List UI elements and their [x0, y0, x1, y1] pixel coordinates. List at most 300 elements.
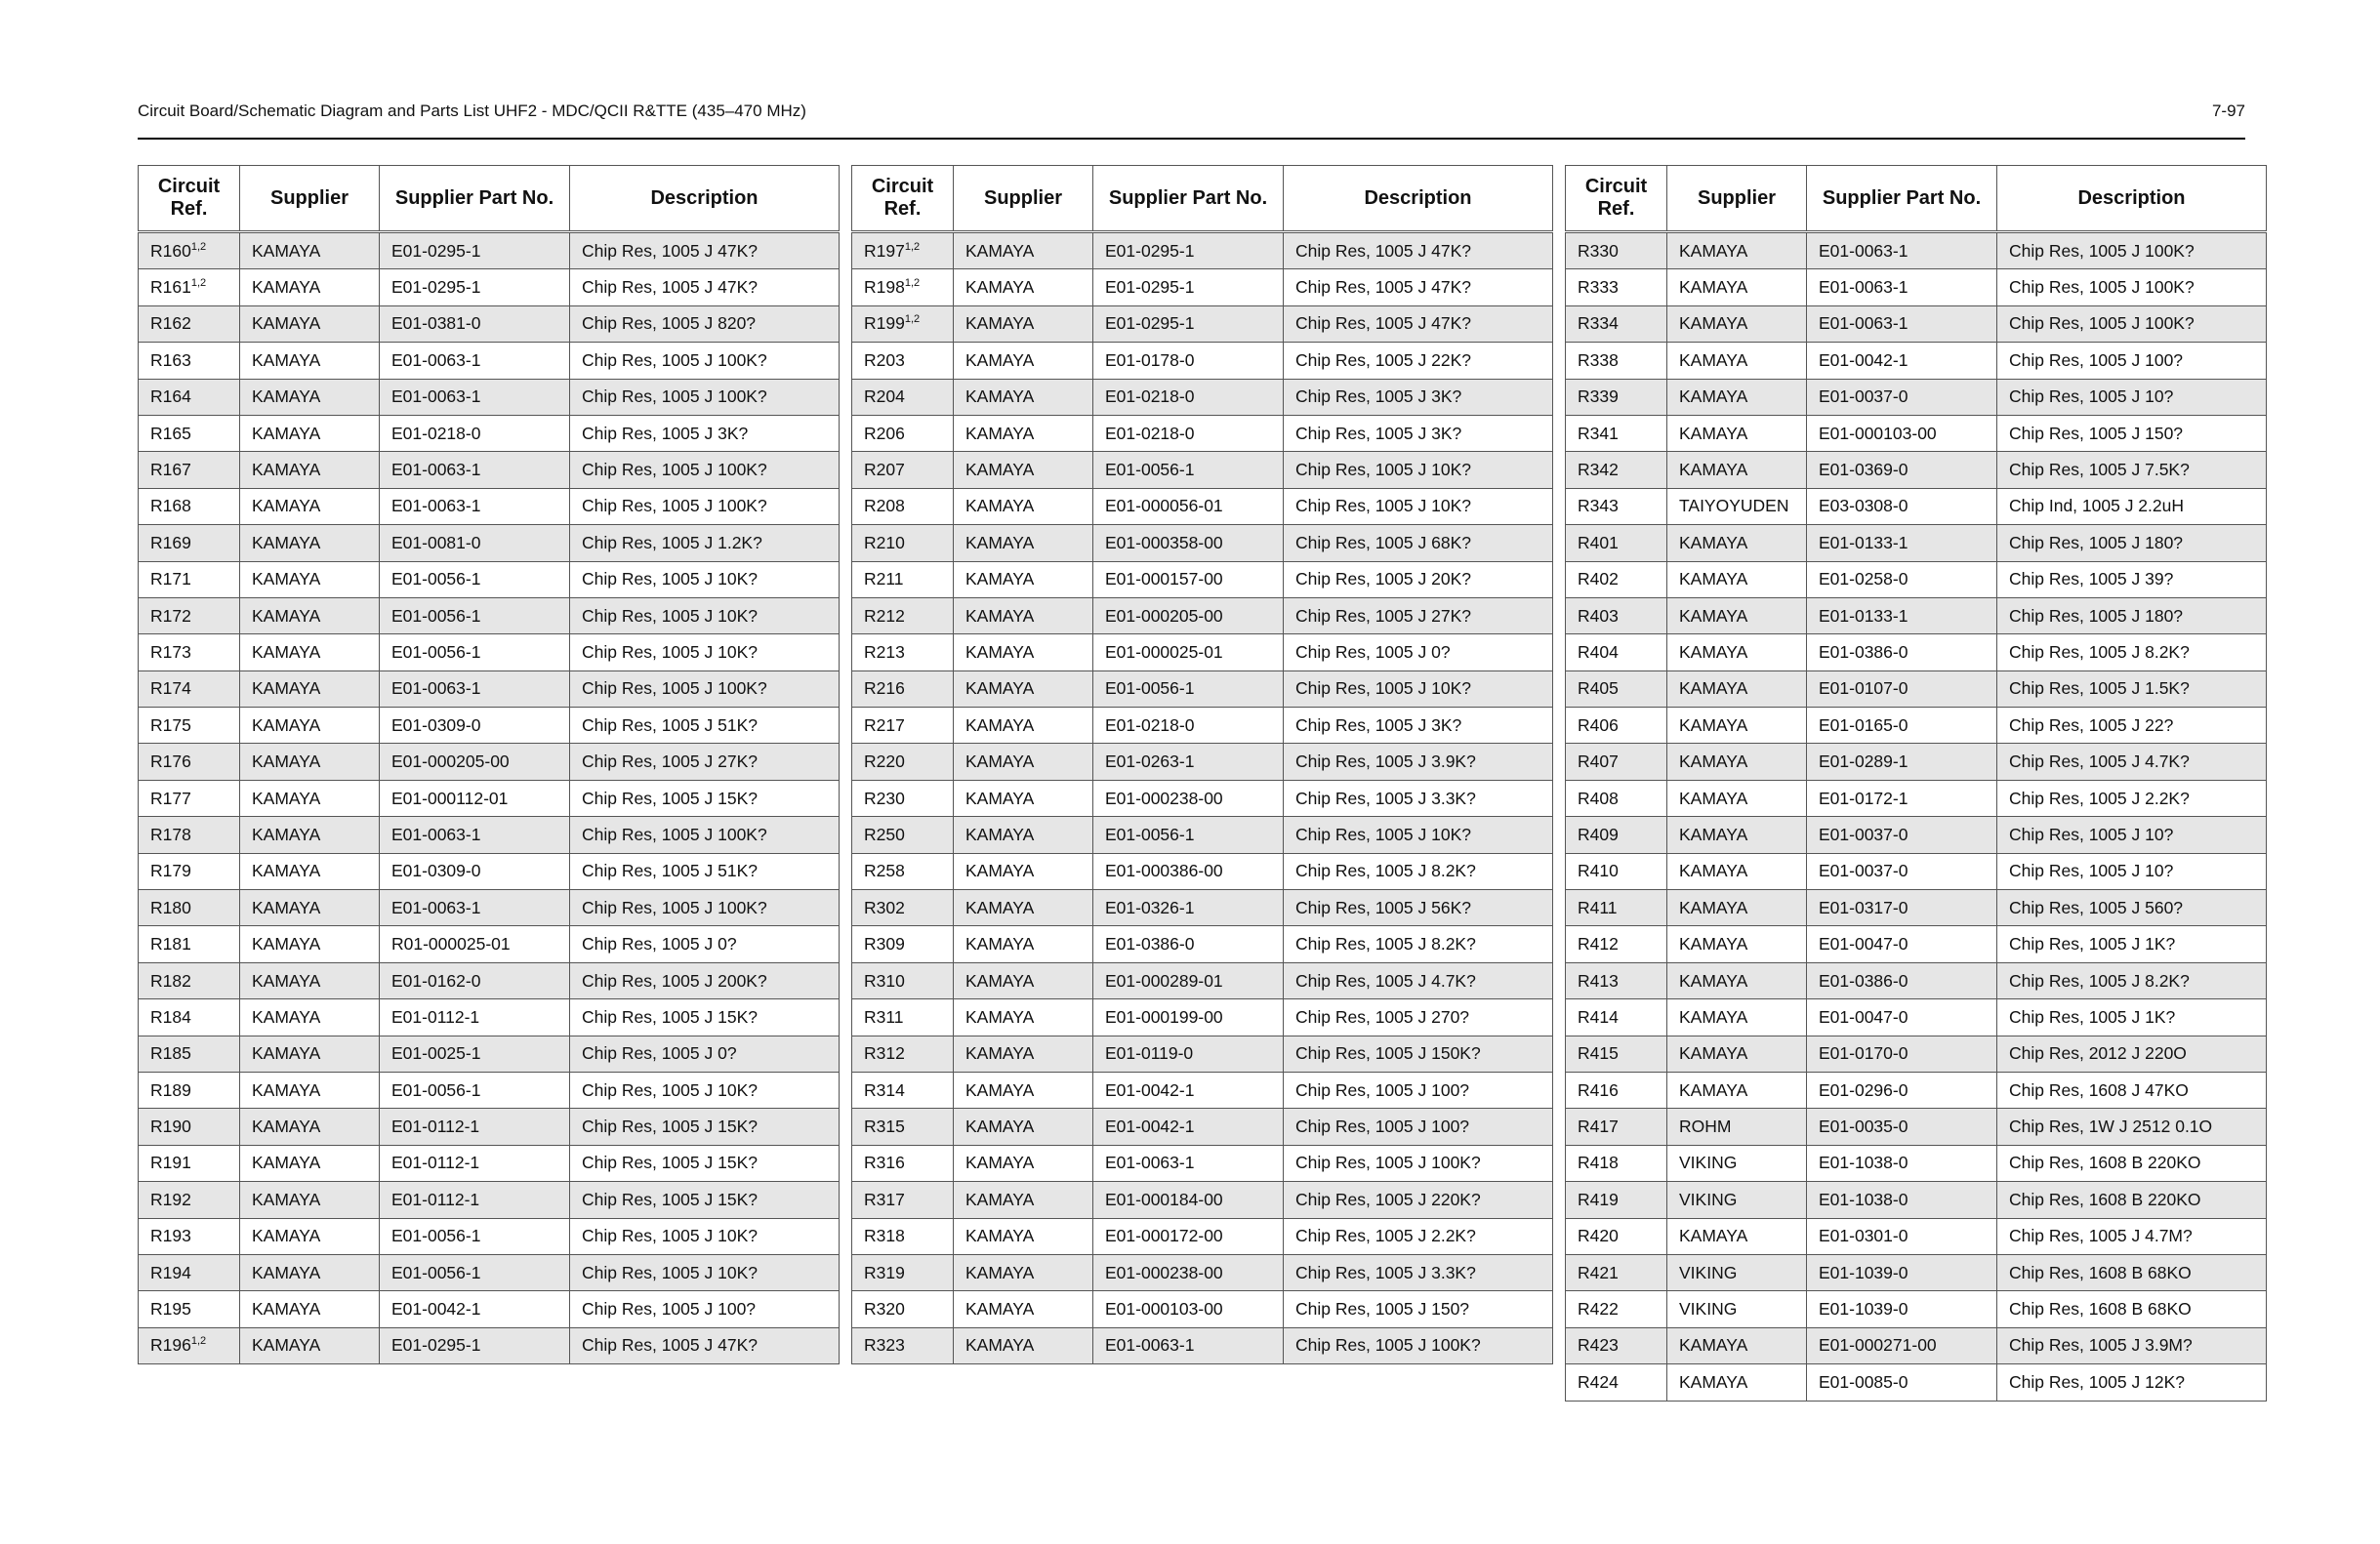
circuit-ref-cell [1566, 1036, 1667, 1072]
description-cell: Chip Res, 1005 J 100K? [1997, 305, 2267, 342]
supplier-cell: KAMAYA [954, 1182, 1093, 1218]
circuit-ref-cell [1566, 1109, 1667, 1145]
table-row [852, 890, 1553, 926]
supplier-cell: KAMAYA [240, 305, 380, 342]
table-row [1566, 452, 2267, 488]
parts-table-body [852, 232, 1553, 1364]
table-row [1566, 1109, 2267, 1145]
description-cell: Chip Res, 1005 J 560? [1997, 890, 2267, 926]
table-row [1566, 269, 2267, 305]
supplier-part-no-cell: E01-000238-00 [1093, 780, 1284, 816]
description-cell: Chip Res, 1005 J 8.2K? [1997, 634, 2267, 670]
description-cell: Chip Res, 1005 J 22K? [1284, 343, 1553, 379]
table-row [139, 999, 840, 1036]
supplier-part-no-cell: E01-0042-1 [380, 1291, 570, 1327]
description-cell: Chip Res, 1005 J 4.7K? [1997, 744, 2267, 780]
supplier-cell: KAMAYA [954, 1072, 1093, 1108]
circuit-ref-cell [139, 232, 240, 269]
circuit-ref: R167 [150, 460, 191, 480]
circuit-ref: R404 [1578, 641, 1619, 662]
circuit-ref-cell [1566, 269, 1667, 305]
description-cell: Chip Res, 1005 J 10K? [570, 1218, 840, 1254]
table-row [1566, 670, 2267, 707]
supplier-cell: KAMAYA [1667, 817, 1807, 853]
supplier-part-no-cell: E01-0042-1 [1807, 343, 1997, 379]
table-row [139, 817, 840, 853]
circuit-ref: R184 [150, 1006, 191, 1027]
supplier-cell: KAMAYA [954, 962, 1093, 998]
circuit-ref: R194 [150, 1262, 191, 1282]
supplier-part-no-cell: E01-000271-00 [1807, 1327, 1997, 1363]
table-row [852, 926, 1553, 962]
table-row [139, 634, 840, 670]
supplier-cell: KAMAYA [240, 634, 380, 670]
table-row [852, 488, 1553, 524]
circuit-ref-cell [852, 452, 954, 488]
table-row [1566, 1254, 2267, 1290]
circuit-ref: R162 [150, 313, 191, 334]
table-row [1566, 817, 2267, 853]
table-row [1566, 962, 2267, 998]
description-cell: Chip Res, 2012 J 220O [1997, 1036, 2267, 1072]
supplier-part-no-cell: E01-000112-01 [380, 780, 570, 816]
description-cell: Chip Res, 1005 J 22? [1997, 708, 2267, 744]
circuit-ref: R343 [1578, 496, 1619, 516]
supplier-cell: KAMAYA [1667, 561, 1807, 597]
supplier-cell: KAMAYA [240, 999, 380, 1036]
table-row [1566, 343, 2267, 379]
supplier-part-no-cell: E01-0289-1 [1807, 744, 1997, 780]
table-row [139, 1327, 840, 1363]
circuit-ref-cell [1566, 708, 1667, 744]
description-cell: Chip Res, 1005 J 180? [1997, 525, 2267, 561]
description-cell: Chip Res, 1005 J 10K? [570, 1072, 840, 1108]
circuit-ref: R420 [1578, 1226, 1619, 1246]
table-row [1566, 1182, 2267, 1218]
circuit-ref: R208 [864, 496, 905, 516]
supplier-part-no-cell: E01-0162-0 [380, 962, 570, 998]
circuit-ref-cell [139, 343, 240, 379]
supplier-cell: KAMAYA [1667, 1364, 1807, 1401]
description-cell: Chip Res, 1005 J 100? [1284, 1072, 1553, 1108]
circuit-ref: R165 [150, 423, 191, 443]
supplier-part-no-cell: E01-0326-1 [1093, 890, 1284, 926]
circuit-ref: R211 [864, 569, 904, 589]
circuit-ref-cell [1566, 525, 1667, 561]
circuit-ref-cell [852, 1291, 954, 1327]
table-header-row [852, 166, 1553, 232]
supplier-part-no-cell: E01-0309-0 [380, 853, 570, 889]
description-cell: Chip Res, 1005 J 3K? [1284, 708, 1553, 744]
description-cell: Chip Res, 1005 J 47K? [570, 232, 840, 269]
circuit-ref: R338 [1578, 349, 1619, 370]
supplier-cell: KAMAYA [954, 488, 1093, 524]
supplier-part-no-cell: E01-000205-00 [380, 744, 570, 780]
supplier-cell: KAMAYA [240, 1291, 380, 1327]
supplier-part-no-cell: E01-0056-1 [380, 1072, 570, 1108]
circuit-ref: R173 [150, 641, 191, 662]
circuit-ref-cell [852, 1254, 954, 1290]
column-header-description: Description [570, 166, 840, 232]
description-cell: Chip Res, 1005 J 15K? [570, 780, 840, 816]
supplier-part-no-cell: E01-0037-0 [1807, 853, 1997, 889]
circuit-ref: R169 [150, 532, 191, 552]
description-cell: Chip Res, 1608 B 68KO [1997, 1291, 2267, 1327]
circuit-ref: R418 [1578, 1153, 1619, 1173]
table-row [852, 999, 1553, 1036]
supplier-cell: KAMAYA [1667, 525, 1807, 561]
description-cell: Chip Res, 1005 J 10K? [1284, 452, 1553, 488]
circuit-ref-cell [139, 488, 240, 524]
supplier-part-no-cell: E01-0037-0 [1807, 379, 1997, 415]
circuit-ref: R164 [150, 386, 191, 407]
supplier-cell: KAMAYA [1667, 232, 1807, 269]
table-row [852, 597, 1553, 633]
table-row [1566, 1291, 2267, 1327]
circuit-ref-cell [139, 1254, 240, 1290]
footnote-marker: 1,2 [904, 277, 921, 290]
supplier-part-no-cell: E01-0295-1 [380, 232, 570, 269]
table-row [1566, 525, 2267, 561]
supplier-part-no-cell: E01-0037-0 [1807, 817, 1997, 853]
table-row [852, 1036, 1553, 1072]
table-row [852, 1291, 1553, 1327]
supplier-part-no-cell: E01-0295-1 [380, 1327, 570, 1363]
circuit-ref-cell [1566, 670, 1667, 707]
supplier-cell: VIKING [1667, 1145, 1807, 1181]
supplier-cell: KAMAYA [954, 561, 1093, 597]
circuit-ref: R198 [864, 277, 905, 298]
table-row [852, 1327, 1553, 1363]
circuit-ref-cell [139, 269, 240, 305]
table-row [139, 1109, 840, 1145]
description-cell: Chip Res, 1005 J 10K? [570, 597, 840, 633]
circuit-ref-cell [1566, 561, 1667, 597]
circuit-ref: R317 [864, 1189, 905, 1209]
supplier-part-no-cell: E01-0386-0 [1807, 962, 1997, 998]
supplier-cell: KAMAYA [1667, 634, 1807, 670]
footnote-marker: 1,2 [190, 277, 207, 290]
table-row [852, 232, 1553, 269]
supplier-part-no-cell: E01-0063-1 [1807, 269, 1997, 305]
circuit-ref-cell [1566, 1072, 1667, 1108]
circuit-ref: R316 [864, 1153, 905, 1173]
supplier-part-no-cell: E01-0056-1 [380, 1254, 570, 1290]
circuit-ref-cell [852, 708, 954, 744]
supplier-part-no-cell: E01-0381-0 [380, 305, 570, 342]
supplier-part-no-cell: E01-000056-01 [1093, 488, 1284, 524]
circuit-ref-cell [139, 1072, 240, 1108]
supplier-cell: KAMAYA [954, 708, 1093, 744]
supplier-part-no-cell: E01-0112-1 [380, 1109, 570, 1145]
description-cell: Chip Res, 1005 J 0? [570, 1036, 840, 1072]
parts-table-2 [851, 165, 1553, 1364]
supplier-cell: TAIYOYUDEN [1667, 488, 1807, 524]
circuit-ref-cell [139, 634, 240, 670]
description-cell: Chip Res, 1005 J 3K? [570, 415, 840, 451]
supplier-cell: KAMAYA [1667, 670, 1807, 707]
table-row [139, 452, 840, 488]
circuit-ref: R405 [1578, 678, 1619, 699]
circuit-ref: R197 [864, 240, 905, 261]
supplier-cell: KAMAYA [954, 634, 1093, 670]
supplier-part-no-cell: E01-1038-0 [1807, 1182, 1997, 1218]
description-cell: Chip Res, 1005 J 10K? [570, 561, 840, 597]
supplier-cell: KAMAYA [240, 525, 380, 561]
supplier-part-no-cell: R01-000025-01 [380, 926, 570, 962]
supplier-part-no-cell: E01-000025-01 [1093, 634, 1284, 670]
supplier-part-no-cell: E01-0025-1 [380, 1036, 570, 1072]
supplier-cell: KAMAYA [1667, 452, 1807, 488]
supplier-cell: KAMAYA [954, 1327, 1093, 1363]
supplier-part-no-cell: E01-0063-1 [380, 890, 570, 926]
supplier-cell: KAMAYA [240, 1145, 380, 1181]
circuit-ref-cell [852, 853, 954, 889]
circuit-ref: R408 [1578, 788, 1619, 808]
column-header-supplier: Supplier [1667, 166, 1807, 232]
circuit-ref-cell [1566, 634, 1667, 670]
table-row [1566, 415, 2267, 451]
supplier-part-no-cell: E01-0295-1 [380, 269, 570, 305]
table-row [852, 269, 1553, 305]
description-cell: Chip Res, 1005 J 47K? [1284, 305, 1553, 342]
circuit-ref: R230 [864, 788, 905, 808]
description-cell: Chip Res, 1005 J 8.2K? [1284, 853, 1553, 889]
supplier-cell: KAMAYA [240, 1036, 380, 1072]
table-row [139, 561, 840, 597]
table-row [852, 962, 1553, 998]
supplier-cell: ROHM [1667, 1109, 1807, 1145]
description-cell: Chip Res, 1608 B 68KO [1997, 1254, 2267, 1290]
circuit-ref-cell [1566, 343, 1667, 379]
description-cell: Chip Res, 1005 J 100K? [570, 488, 840, 524]
circuit-ref-cell [139, 415, 240, 451]
circuit-ref: R417 [1578, 1117, 1619, 1137]
supplier-cell: KAMAYA [240, 415, 380, 451]
description-cell: Chip Res, 1005 J 47K? [1284, 232, 1553, 269]
circuit-ref-cell [139, 1109, 240, 1145]
circuit-ref-cell [139, 853, 240, 889]
circuit-ref-cell [139, 962, 240, 998]
supplier-cell: KAMAYA [1667, 780, 1807, 816]
supplier-part-no-cell: E01-0063-1 [380, 670, 570, 707]
circuit-ref: R199 [864, 313, 905, 334]
circuit-ref: R176 [150, 752, 191, 772]
supplier-cell: KAMAYA [240, 1218, 380, 1254]
table-row [139, 708, 840, 744]
supplier-cell: KAMAYA [240, 1072, 380, 1108]
table-row [1566, 1145, 2267, 1181]
supplier-cell: KAMAYA [954, 305, 1093, 342]
supplier-part-no-cell: E01-1038-0 [1807, 1145, 1997, 1181]
circuit-ref-cell [139, 708, 240, 744]
supplier-cell: KAMAYA [1667, 744, 1807, 780]
supplier-cell: KAMAYA [954, 780, 1093, 816]
circuit-ref: R185 [150, 1043, 191, 1064]
table-row [852, 1254, 1553, 1290]
circuit-ref: R330 [1578, 240, 1619, 261]
table-row [852, 744, 1553, 780]
circuit-ref-cell [1566, 962, 1667, 998]
circuit-ref: R190 [150, 1117, 191, 1137]
circuit-ref: R309 [864, 934, 905, 955]
circuit-ref-cell [852, 999, 954, 1036]
circuit-ref: R181 [150, 934, 191, 955]
supplier-part-no-cell: E01-000103-00 [1807, 415, 1997, 451]
table-row [852, 415, 1553, 451]
footnote-marker: 1,2 [190, 1335, 207, 1348]
column-header-supplier: Supplier [240, 166, 380, 232]
supplier-part-no-cell: E01-0042-1 [1093, 1109, 1284, 1145]
circuit-ref: R192 [150, 1189, 191, 1209]
circuit-ref-cell [1566, 853, 1667, 889]
supplier-part-no-cell: E01-000172-00 [1093, 1218, 1284, 1254]
table-row [852, 1218, 1553, 1254]
description-cell: Chip Res, 1005 J 3.9K? [1284, 744, 1553, 780]
circuit-ref: R339 [1578, 386, 1619, 407]
description-cell: Chip Res, 1005 J 3.9M? [1997, 1327, 2267, 1363]
supplier-cell: KAMAYA [954, 1254, 1093, 1290]
supplier-part-no-cell: E01-0042-1 [1093, 1072, 1284, 1108]
description-cell: Chip Res, 1005 J 10K? [1284, 817, 1553, 853]
circuit-ref: R178 [150, 824, 191, 844]
description-cell: Chip Res, 1005 J 100K? [1284, 1327, 1553, 1363]
supplier-part-no-cell: E01-0309-0 [380, 708, 570, 744]
table-row [852, 343, 1553, 379]
circuit-ref: R203 [864, 349, 905, 370]
supplier-cell: KAMAYA [240, 269, 380, 305]
column-header-circuit-ref: Circuit Ref. [139, 166, 240, 232]
column-header-supplier-part-no: Supplier Part No. [380, 166, 570, 232]
circuit-ref-cell [1566, 232, 1667, 269]
circuit-ref: R210 [864, 532, 905, 552]
circuit-ref-cell [852, 1218, 954, 1254]
supplier-part-no-cell: E01-0063-1 [380, 379, 570, 415]
table-header-row [139, 166, 840, 232]
description-cell: Chip Res, 1005 J 10K? [570, 634, 840, 670]
footnote-marker: 1,2 [904, 313, 921, 326]
supplier-cell: KAMAYA [240, 452, 380, 488]
supplier-part-no-cell: E01-0056-1 [1093, 670, 1284, 707]
circuit-ref-cell [139, 452, 240, 488]
circuit-ref: R175 [150, 714, 191, 735]
circuit-ref: R220 [864, 752, 905, 772]
circuit-ref-cell [1566, 926, 1667, 962]
circuit-ref-cell [852, 1182, 954, 1218]
description-cell: Chip Res, 1005 J 20K? [1284, 561, 1553, 597]
circuit-ref: R302 [864, 897, 905, 917]
circuit-ref-cell [139, 525, 240, 561]
circuit-ref: R189 [150, 1079, 191, 1100]
table-row [1566, 488, 2267, 524]
circuit-ref: R423 [1578, 1335, 1619, 1356]
description-cell: Chip Res, 1005 J 100K? [570, 379, 840, 415]
description-cell: Chip Res, 1005 J 47K? [570, 269, 840, 305]
supplier-part-no-cell: E01-0178-0 [1093, 343, 1284, 379]
description-cell: Chip Res, 1005 J 8.2K? [1997, 962, 2267, 998]
supplier-cell: KAMAYA [240, 780, 380, 816]
supplier-cell: KAMAYA [240, 670, 380, 707]
table-row [852, 561, 1553, 597]
circuit-ref: R250 [864, 824, 905, 844]
description-cell: Chip Res, 1005 J 4.7K? [1284, 962, 1553, 998]
circuit-ref: R403 [1578, 605, 1619, 626]
description-cell: Chip Res, 1005 J 100? [1997, 343, 2267, 379]
header-divider [138, 138, 2245, 140]
column-header-circuit-ref: Circuit Ref. [1566, 166, 1667, 232]
description-cell: Chip Res, 1608 J 47KO [1997, 1072, 2267, 1108]
description-cell: Chip Res, 1005 J 150K? [1284, 1036, 1553, 1072]
description-cell: Chip Res, 1005 J 12K? [1997, 1364, 2267, 1401]
circuit-ref: R334 [1578, 313, 1619, 334]
circuit-ref-cell [1566, 379, 1667, 415]
circuit-ref: R212 [864, 605, 905, 626]
circuit-ref-cell [852, 232, 954, 269]
circuit-ref-cell [852, 962, 954, 998]
description-cell: Chip Res, 1005 J 1K? [1997, 926, 2267, 962]
circuit-ref-cell [1566, 890, 1667, 926]
table-row [852, 670, 1553, 707]
circuit-ref-cell [1566, 1182, 1667, 1218]
circuit-ref-cell [139, 926, 240, 962]
description-cell: Chip Res, 1005 J 8.2K? [1284, 926, 1553, 962]
description-cell: Chip Res, 1005 J 68K? [1284, 525, 1553, 561]
table-row [139, 1072, 840, 1108]
table-header-row [1566, 166, 2267, 232]
circuit-ref-cell [1566, 744, 1667, 780]
circuit-ref-cell [852, 780, 954, 816]
table-row [1566, 1072, 2267, 1108]
supplier-part-no-cell: E01-000238-00 [1093, 1254, 1284, 1290]
circuit-ref-cell [1566, 1218, 1667, 1254]
circuit-ref: R413 [1578, 970, 1619, 991]
supplier-cell: KAMAYA [240, 561, 380, 597]
circuit-ref: R163 [150, 349, 191, 370]
table-row [852, 452, 1553, 488]
description-cell: Chip Res, 1005 J 7.5K? [1997, 452, 2267, 488]
supplier-cell: KAMAYA [240, 379, 380, 415]
table-row [139, 780, 840, 816]
supplier-cell: KAMAYA [240, 1182, 380, 1218]
supplier-part-no-cell: E01-000205-00 [1093, 597, 1284, 633]
supplier-cell: KAMAYA [240, 597, 380, 633]
supplier-cell: KAMAYA [240, 744, 380, 780]
supplier-part-no-cell: E01-000358-00 [1093, 525, 1284, 561]
supplier-part-no-cell: E01-0047-0 [1807, 926, 1997, 962]
circuit-ref-cell [1566, 1327, 1667, 1363]
circuit-ref: R182 [150, 970, 191, 991]
supplier-cell: KAMAYA [954, 597, 1093, 633]
circuit-ref-cell [139, 305, 240, 342]
description-cell: Chip Res, 1005 J 220K? [1284, 1182, 1553, 1218]
description-cell: Chip Res, 1005 J 4.7M? [1997, 1218, 2267, 1254]
circuit-ref: R311 [864, 1006, 904, 1027]
supplier-cell: KAMAYA [240, 1254, 380, 1290]
circuit-ref-cell [139, 817, 240, 853]
table-row [852, 379, 1553, 415]
circuit-ref: R341 [1578, 423, 1619, 443]
table-row [139, 1036, 840, 1072]
circuit-ref: R160 [150, 240, 191, 261]
description-cell: Chip Res, 1005 J 0? [570, 926, 840, 962]
supplier-part-no-cell: E01-0063-1 [380, 452, 570, 488]
supplier-cell: KAMAYA [240, 1327, 380, 1363]
description-cell: Chip Res, 1005 J 15K? [570, 1109, 840, 1145]
circuit-ref: R206 [864, 423, 905, 443]
page-header-title: Circuit Board/Schematic Diagram and Parts List UHF2 - MDC/QCII R&TTE (435–470 MHz) [138, 102, 806, 120]
supplier-part-no-cell: E01-0056-1 [380, 561, 570, 597]
table-row [139, 962, 840, 998]
